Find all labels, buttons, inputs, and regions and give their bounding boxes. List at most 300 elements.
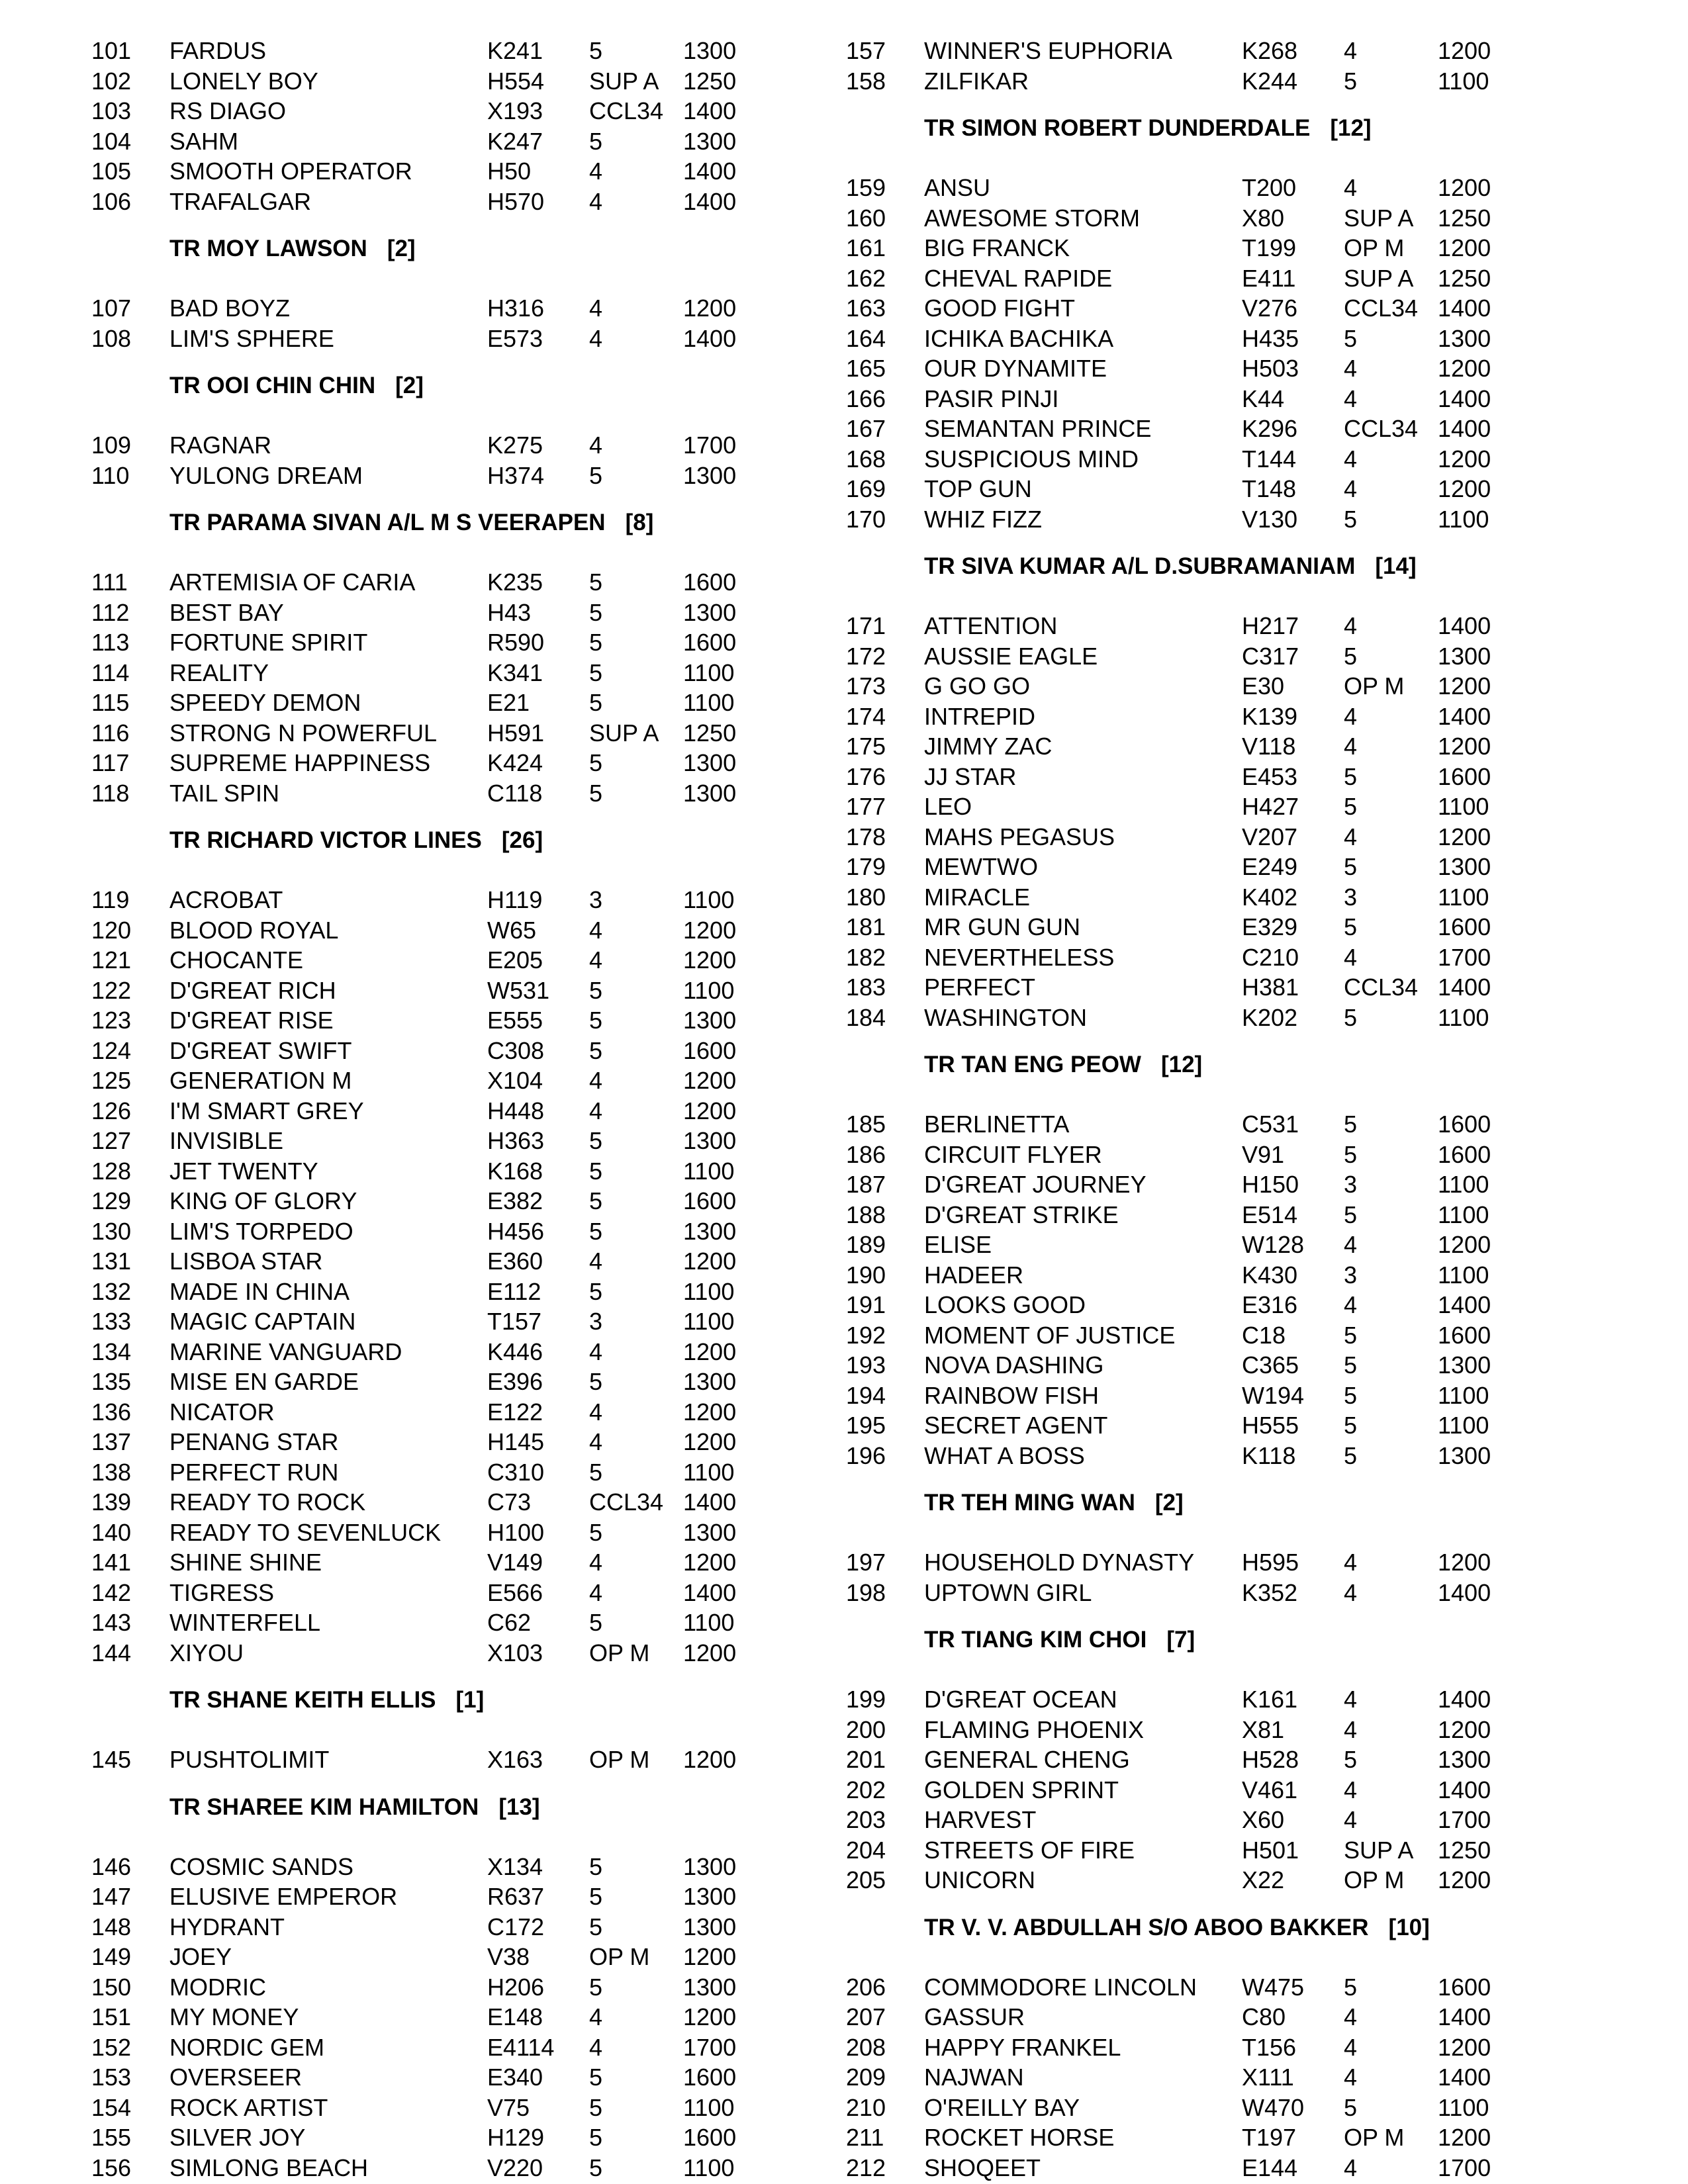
horse-distance: 1200 [683,1248,737,1275]
horse-code: X134 [487,1852,543,1880]
horse-number: 171 [846,612,886,639]
horse-class: 5 [589,1609,603,1636]
horse-code: K424 [487,749,543,776]
horse-code: W531 [487,976,550,1004]
horse-class: 5 [589,2064,603,2091]
horse-distance: 1600 [683,2064,737,2091]
horse-number: 135 [91,1368,132,1395]
horse-name: REALITY [169,659,269,686]
horse-class: 4 [589,1398,603,1426]
horse-distance: 1400 [683,97,737,124]
horse-number: 104 [91,127,132,155]
horse-distance: 1600 [683,1036,737,1064]
horse-distance: 1200 [1438,672,1491,700]
horse-class: OP M [589,1943,650,1970]
horse-distance: 1200 [1438,2033,1491,2061]
horse-code: K235 [487,569,543,596]
horse-number: 165 [846,355,886,382]
horse-distance: 1250 [683,67,737,95]
horse-class: 5 [589,2093,603,2121]
horse-number: 106 [91,187,132,215]
horse-class: 3 [1344,1171,1358,1198]
horse-name: SHOQEET [924,2154,1041,2181]
horse-name: TAIL SPIN [169,779,280,807]
horse-distance: 1200 [1438,1715,1491,1743]
horse-number: 164 [846,324,886,352]
horse-number: 198 [846,1578,886,1606]
horse-name: TRAFALGAR [169,187,312,215]
horse-class: CCL34 [589,97,664,124]
horse-code: R637 [487,1883,545,1910]
horse-code: E144 [1242,2154,1298,2181]
horse-name: STREETS OF FIRE [924,1836,1135,1864]
horse-class: 4 [1344,355,1358,382]
horse-distance: 1200 [1438,37,1491,64]
horse-distance: 1300 [683,779,737,807]
horse-distance: 1600 [1438,1973,1491,2001]
horse-class: 5 [589,37,603,64]
horse-name: READY TO SEVENLUCK [169,1518,442,1546]
horse-name: I'M SMART GREY [169,1097,364,1124]
horse-distance: 1600 [683,1187,737,1214]
horse-class: 4 [1344,1578,1358,1606]
horse-code: V220 [487,2154,543,2181]
horse-number: 132 [91,1277,132,1305]
horse-distance: 1300 [1438,853,1491,880]
horse-class: 4 [589,432,603,459]
horse-name: TOP GUN [924,475,1032,502]
horse-code: V75 [487,2093,530,2121]
horse-code: H50 [487,158,532,185]
horse-distance: 1400 [1438,385,1491,412]
horse-name: D'GREAT RISE [169,1007,334,1034]
horse-code: X104 [487,1067,543,1094]
horse-distance: 1100 [683,976,735,1004]
horse-name: LEO [924,793,972,820]
horse-code: K247 [487,127,543,155]
horse-number: 111 [91,569,128,596]
horse-code: T200 [1242,174,1297,201]
horse-name: JET TWENTY [169,1157,318,1185]
horse-distance: 1200 [683,1549,737,1576]
horse-name: YULONG DREAM [169,461,363,489]
horse-name: LIM'S TORPEDO [169,1217,353,1245]
horse-distance: 1300 [683,1973,737,2001]
horse-class: 5 [589,1458,603,1486]
horse-code: C310 [487,1458,545,1486]
horse-class: OP M [589,1746,650,1773]
horse-number: 161 [846,234,886,261]
horse-class: 4 [589,1248,603,1275]
horse-number: 146 [91,1852,132,1880]
horse-code: K446 [487,1338,543,1365]
horse-code: E205 [487,946,543,974]
horse-name: COMMODORE LINCOLN [924,1973,1197,2001]
horse-number: 147 [91,1883,132,1910]
horse-distance: 1200 [1438,1231,1491,1258]
horse-name: ARTEMISIA OF CARIA [169,569,416,596]
horse-name: D'GREAT OCEAN [924,1686,1117,1713]
horse-number: 189 [846,1231,886,1258]
horse-code: W475 [1242,1973,1305,2001]
horse-distance: 1100 [1438,1381,1489,1409]
horse-distance: 1700 [1438,2154,1491,2181]
horse-number: 194 [846,1381,886,1409]
horse-number: 139 [91,1488,132,1516]
horse-distance: 1250 [1438,1836,1491,1864]
horse-code: H119 [487,886,543,913]
horse-class: 4 [589,324,603,352]
horse-number: 167 [846,415,886,442]
horse-name: D'GREAT JOURNEY [924,1171,1147,1198]
horse-distance: 1700 [1438,1806,1491,1833]
horse-code: K268 [1242,37,1298,64]
horse-class: 5 [589,1007,603,1034]
horse-class: 4 [1344,475,1358,502]
horse-number: 207 [846,2003,886,2030]
horse-class: 5 [589,1973,603,2001]
horse-distance: 1300 [683,127,737,155]
horse-number: 128 [91,1157,132,1185]
horse-code: H554 [487,67,545,95]
horse-name: MR GUN GUN [924,913,1080,940]
horse-class: 5 [589,689,603,716]
horse-code: E4114 [487,2033,555,2061]
horse-distance: 1300 [683,1883,737,1910]
horse-number: 192 [846,1321,886,1349]
horse-distance: 1600 [1438,762,1491,790]
horse-distance: 1600 [1438,1111,1491,1138]
horse-code: E148 [487,2003,543,2030]
horse-code: K244 [1242,67,1298,95]
horse-class: 5 [589,749,603,776]
horse-code: K118 [1242,1441,1296,1469]
trainer-name: TR RICHARD VICTOR LINES [169,827,482,853]
horse-number: 109 [91,432,132,459]
horse-distance: 1600 [1438,913,1491,940]
horse-code: W65 [487,916,537,944]
horse-code: H217 [1242,612,1299,639]
horse-distance: 1300 [683,1368,737,1395]
horse-distance: 1100 [1438,505,1489,533]
horse-code: K202 [1242,1003,1298,1031]
horse-number: 125 [91,1067,132,1094]
horse-name: MADE IN CHINA [169,1277,350,1305]
horse-name: ELUSIVE EMPEROR [169,1883,398,1910]
horse-code: T197 [1242,2124,1297,2151]
horse-class: 4 [1344,2003,1358,2030]
horse-number: 116 [91,719,130,747]
horse-class: 5 [589,779,603,807]
horse-distance: 1300 [683,1518,737,1546]
horse-distance: 1250 [1438,264,1491,292]
horse-code: C118 [487,779,543,807]
horse-number: 131 [91,1248,132,1275]
horse-code: W194 [1242,1381,1305,1409]
horse-number: 152 [91,2033,132,2061]
trainer-horse-count: [12] [1330,115,1372,141]
trainer-horse-count: [12] [1160,1052,1203,1077]
horse-number: 157 [846,37,886,64]
horse-number: 179 [846,853,886,880]
horse-number: 186 [846,1140,886,1168]
horse-name: STRONG N POWERFUL [169,719,438,747]
horse-name: UNICORN [924,1866,1035,1893]
horse-number: 107 [91,295,132,322]
horse-class: 4 [589,295,603,322]
horse-distance: 1300 [683,1217,737,1245]
horse-number: 143 [91,1609,132,1636]
horse-number: 178 [846,823,886,850]
horse-code: T157 [487,1308,542,1335]
horse-number: 121 [91,946,132,974]
horse-class: 4 [1344,2154,1358,2181]
horse-distance: 1300 [1438,642,1491,670]
horse-distance: 1300 [683,1007,737,1034]
horse-number: 136 [91,1398,132,1426]
horse-name: PERFECT [924,974,1036,1001]
horse-number: 212 [846,2154,886,2181]
horse-name: WHIZ FIZZ [924,505,1042,533]
horse-name: JIMMY ZAC [924,733,1053,760]
horse-class: 5 [589,127,603,155]
horse-number: 203 [846,1806,886,1833]
horse-distance: 1200 [1438,823,1491,850]
horse-number: 193 [846,1351,886,1379]
horse-code: T199 [1242,234,1297,261]
horse-class: CCL34 [1344,295,1419,322]
horse-number: 169 [846,475,886,502]
horse-class: 4 [1344,1231,1358,1258]
horse-number: 199 [846,1686,886,1713]
horse-number: 120 [91,916,132,944]
horse-distance: 1400 [1438,415,1491,442]
horse-name: ICHIKA BACHIKA [924,324,1114,352]
horse-code: T148 [1242,475,1297,502]
horse-code: V91 [1242,1140,1285,1168]
horse-name: WINNER'S EUPHORIA [924,37,1172,64]
horse-class: OP M [589,1639,650,1666]
horse-class: 5 [1344,2093,1358,2121]
horse-code: E329 [1242,913,1298,940]
trainer-horse-count: [10] [1388,1914,1430,1940]
horse-class: OP M [1344,2124,1405,2151]
horse-class: 4 [589,916,603,944]
horse-code: E453 [1242,762,1298,790]
horse-name: SECRET AGENT [924,1412,1108,1439]
horse-class: 5 [1344,793,1358,820]
horse-class: 5 [589,1368,603,1395]
horse-code: H503 [1242,355,1299,382]
horse-code: K296 [1242,415,1298,442]
horse-number: 155 [91,2124,132,2151]
horse-number: 141 [91,1549,132,1576]
horse-name: XIYOU [169,1639,244,1666]
horse-code: C18 [1242,1321,1286,1349]
horse-class: 5 [1344,762,1358,790]
trainer-horse-count: [14] [1375,553,1417,579]
horse-number: 196 [846,1441,886,1469]
horse-code: E122 [487,1398,543,1426]
horse-code: K139 [1242,702,1298,730]
horse-number: 182 [846,943,886,971]
horse-name: SHINE SHINE [169,1549,322,1576]
horse-class: 5 [589,2154,603,2181]
horse-distance: 1600 [1438,1321,1491,1349]
horse-name: WINTERFELL [169,1609,321,1636]
horse-name: OUR DYNAMITE [924,355,1107,382]
horse-distance: 1100 [1438,2093,1489,2121]
horse-code: K430 [1242,1261,1298,1289]
horse-class: 4 [1344,1291,1358,1318]
horse-code: K341 [487,659,543,686]
horse-code: K44 [1242,385,1285,412]
horse-distance: 1200 [683,1097,737,1124]
horse-code: X81 [1242,1715,1285,1743]
horse-number: 188 [846,1201,886,1228]
horse-distance: 1250 [1438,204,1491,232]
horse-distance: 1250 [683,719,737,747]
horse-code: E360 [487,1248,543,1275]
horse-class: 5 [1344,853,1358,880]
horse-distance: 1100 [1438,1003,1489,1031]
horse-name: KING OF GLORY [169,1187,357,1214]
horse-name: JJ STAR [924,762,1017,790]
horse-distance: 1300 [683,1127,737,1154]
horse-class: 5 [589,1277,603,1305]
horse-code: H129 [487,2124,545,2151]
horse-class: 4 [589,1428,603,1455]
horse-number: 108 [91,324,132,352]
horse-code: C365 [1242,1351,1299,1379]
horse-name: NAJWAN [924,2064,1024,2091]
horse-number: 197 [846,1549,886,1576]
horse-distance: 1200 [683,1639,737,1666]
horse-number: 201 [846,1746,886,1773]
trainer-horse-count: [2] [387,236,416,261]
trainer-horse-count: [1] [455,1687,485,1713]
horse-class: 4 [589,187,603,215]
horse-class: 5 [589,2124,603,2151]
horse-class: 5 [589,629,603,656]
horse-distance: 1400 [1438,974,1491,1001]
horse-distance: 1300 [1438,1441,1491,1469]
horse-class: 5 [589,1518,603,1546]
horse-number: 159 [846,174,886,201]
horse-number: 149 [91,1943,132,1970]
horse-name: MISE EN GARDE [169,1368,359,1395]
trainer-horse-count: [2] [395,373,424,398]
horse-distance: 1100 [683,886,735,913]
horse-distance: 1200 [1438,174,1491,201]
horse-name: GENERATION M [169,1067,352,1094]
horse-name: HYDRANT [169,1913,285,1940]
horse-name: FARDUS [169,37,267,64]
horse-number: 126 [91,1097,132,1124]
horse-class: 4 [1344,612,1358,639]
horse-name: AWESOME STORM [924,204,1141,232]
horse-distance: 1300 [683,598,737,626]
horse-code: X22 [1242,1866,1285,1893]
horse-number: 183 [846,974,886,1001]
horse-number: 210 [846,2093,886,2121]
horse-number: 205 [846,1866,886,1893]
horse-name: TIGRESS [169,1578,275,1606]
horse-number: 103 [91,97,132,124]
horse-distance: 1600 [683,569,737,596]
horse-name: ELISE [924,1231,992,1258]
horse-class: 4 [1344,733,1358,760]
horse-distance: 1300 [683,37,737,64]
horse-class: 5 [589,1852,603,1880]
horse-class: 4 [589,1549,603,1576]
horse-number: 175 [846,733,886,760]
horse-code: W128 [1242,1231,1305,1258]
horse-name: ROCKET HORSE [924,2124,1115,2151]
horse-name: BAD BOYZ [169,295,291,322]
horse-distance: 1100 [1438,1171,1489,1198]
horse-distance: 1400 [683,158,737,185]
horse-code: H555 [1242,1412,1299,1439]
horse-name: RS DIAGO [169,97,287,124]
horse-code: V461 [1242,1776,1298,1803]
horse-name: O'REILLY BAY [924,2093,1080,2121]
horse-number: 185 [846,1111,886,1138]
horse-code: T156 [1242,2033,1297,2061]
horse-class: 4 [589,946,603,974]
horse-number: 162 [846,264,886,292]
horse-number: 142 [91,1578,132,1606]
horse-name: ANSU [924,174,991,201]
horse-class: 3 [589,1308,603,1335]
horse-name: NOVA DASHING [924,1351,1104,1379]
horse-class: 4 [1344,2033,1358,2061]
trainer-name: TR TIANG KIM CHOI [924,1627,1147,1653]
horse-number: 202 [846,1776,886,1803]
horse-name: MAHS PEGASUS [924,823,1115,850]
horse-name: GASSUR [924,2003,1025,2030]
horse-distance: 1200 [1438,1866,1491,1893]
horse-number: 113 [91,629,130,656]
horse-class: 4 [1344,943,1358,971]
horse-number: 156 [91,2154,132,2181]
horse-code: C308 [487,1036,545,1064]
horse-distance: 1400 [1438,2003,1491,2030]
horse-distance: 1600 [683,2124,737,2151]
horse-number: 151 [91,2003,132,2030]
horse-number: 177 [846,793,886,820]
horse-distance: 1400 [1438,1776,1491,1803]
horse-class: 4 [1344,1806,1358,1833]
horse-code: X163 [487,1746,543,1773]
horse-name: SAHM [169,127,239,155]
horse-number: 163 [846,295,886,322]
horse-class: 5 [589,1913,603,1940]
horse-distance: 1600 [683,629,737,656]
trainer-name: TR SIVA KUMAR A/L D.SUBRAMANIAM [924,553,1356,579]
horse-name: UPTOWN GIRL [924,1578,1092,1606]
horse-distance: 1400 [683,1578,737,1606]
horse-name: CHEVAL RAPIDE [924,264,1113,292]
horse-class: SUP A [1344,264,1414,292]
trainer-name: TR V. V. ABDULLAH S/O ABOO BAKKER [924,1914,1369,1940]
trainer-horse-count: [7] [1166,1627,1196,1653]
horse-distance: 1400 [683,1488,737,1516]
horse-code: C531 [1242,1111,1299,1138]
horse-distance: 1100 [1438,793,1489,820]
horse-distance: 1200 [683,295,737,322]
horse-name: MY MONEY [169,2003,299,2030]
